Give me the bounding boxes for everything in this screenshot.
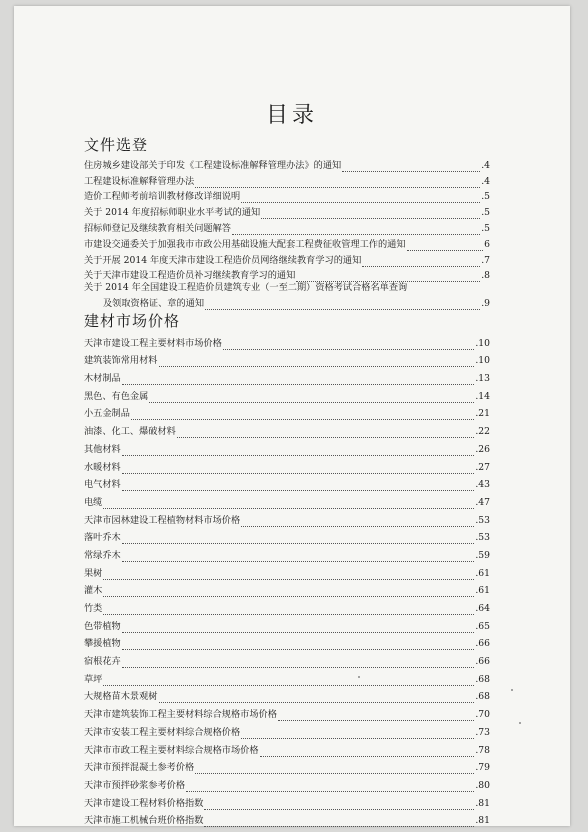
toc-entry: [84, 474, 490, 492]
toc-page-number: .59: [475, 549, 490, 561]
dot-leader: [204, 800, 474, 810]
dot-leader: [122, 623, 475, 633]
toc-page-number: .27: [475, 461, 490, 473]
toc-entry: [84, 267, 490, 283]
toc-page-number: .10: [475, 337, 490, 349]
toc-page-number: .65: [475, 620, 490, 632]
toc-page-number: .26: [475, 443, 490, 455]
toc-page-number: .61: [475, 567, 490, 579]
toc-page-number: 6: [484, 238, 490, 250]
toc-entry-title: 天津市施工机械台班价格指数: [84, 815, 204, 827]
toc-page-number: .47: [475, 496, 490, 508]
toc-entry-title: 天津市预拌混凝土参考价格: [84, 762, 195, 774]
dot-leader: [122, 552, 475, 562]
toc-entry: [84, 350, 490, 368]
toc-entry: [84, 219, 490, 235]
toc-page-number: .80: [475, 779, 490, 791]
toc-entry-title: 天津市建设工程主要材料市场价格: [84, 337, 222, 349]
toc-page-number: .66: [475, 656, 490, 668]
dot-leader: [195, 764, 474, 774]
page-title: 目录: [265, 103, 318, 128]
toc-entry-title: 竹类: [84, 603, 103, 614]
dot-leader: [241, 517, 474, 527]
toc-entry: [84, 332, 490, 350]
scan-speck: [519, 722, 521, 724]
dot-leader: [204, 817, 474, 827]
document-page: [14, 6, 570, 826]
toc-entry: [84, 456, 490, 474]
toc-page-number: .64: [475, 603, 490, 614]
toc-page-number: .4: [481, 175, 490, 187]
dot-leader: [103, 676, 474, 686]
toc-page-number: .53: [475, 514, 490, 526]
toc-documents: [84, 156, 490, 310]
toc-entry-title: 关于天津市建设工程造价员补习继续教育学习的通知: [84, 270, 296, 282]
toc-entry-title: 其他材料: [84, 443, 121, 455]
toc-entry: [84, 774, 490, 792]
dot-leader: [223, 340, 475, 350]
toc-page-number: .7: [481, 254, 490, 266]
dot-leader: [177, 428, 475, 438]
toc-entry: [84, 188, 490, 204]
section-heading-market-prices: 建材市场价格: [84, 312, 181, 330]
toc-page-number: .78: [475, 744, 490, 756]
toc-entry-title: 天津市预拌砂浆参考价格: [84, 779, 186, 791]
toc-page-number: .43: [475, 479, 490, 491]
dot-leader: [131, 410, 474, 420]
toc-page-number: .68: [475, 673, 490, 685]
toc-entry-title: 草坪: [84, 673, 103, 685]
toc-entry-title: 宿根花卉: [84, 656, 121, 668]
dot-leader: [103, 605, 474, 615]
dot-leader: [122, 446, 475, 456]
toc-entry: [84, 615, 490, 633]
toc-entry-title: 水暖材料: [84, 461, 121, 473]
toc-entry: [84, 509, 490, 527]
toc-entry-continuation: [84, 294, 490, 310]
toc-entry: [84, 580, 490, 598]
toc-page-number: .66: [475, 638, 490, 650]
section-heading-documents: 文件选登: [84, 136, 149, 154]
toc-entry-title: 小五金制品: [84, 408, 130, 420]
dot-leader: [103, 587, 474, 597]
dot-leader: [260, 747, 475, 757]
toc-entry-title: 天津市园林建设工程植物材料市场价格: [84, 514, 241, 526]
dot-leader: [122, 640, 475, 650]
dot-leader: [122, 534, 475, 544]
dot-leader: [241, 729, 474, 739]
toc-page-number: .22: [475, 426, 490, 438]
toc-entry: [84, 235, 490, 251]
dot-leader: [122, 464, 475, 474]
dot-leader: [232, 225, 480, 235]
dot-leader: [342, 162, 480, 172]
toc-page-number: .5: [481, 191, 490, 203]
toc-page-number: .5: [481, 222, 490, 234]
toc-entry-title: 招标师登记及继续教育相关问题解答: [84, 222, 231, 234]
toc-entry-title: 天津市建筑装饰工程主要材料综合规格市场价格: [84, 709, 277, 721]
toc-entry-title: 建筑装饰常用材料: [84, 355, 158, 367]
dot-leader: [159, 357, 475, 367]
toc-entry: [84, 527, 490, 545]
toc-entry: [84, 757, 490, 775]
toc-entry: [84, 562, 490, 580]
toc-page-number: .61: [475, 585, 490, 597]
toc-entry-title: 天津市安装工程主要材料综合规格价格: [84, 726, 241, 738]
dot-leader: [205, 300, 480, 310]
toc-entry-title: 黑色、有色金属: [84, 390, 149, 402]
dot-leader: [149, 393, 474, 403]
toc-entry: [84, 544, 490, 562]
toc-page-number: .73: [475, 726, 490, 738]
toc-entry-title: 常绿乔木: [84, 549, 121, 561]
dot-leader: [122, 481, 475, 491]
dot-leader: [122, 658, 475, 668]
scan-speck: [358, 676, 360, 678]
toc-entry-title: 色带植物: [84, 620, 121, 632]
toc-entry: [84, 403, 490, 421]
dot-leader: [296, 272, 480, 282]
toc-entry-title: 电气材料: [84, 479, 121, 491]
toc-entry-title: 关于 2014 年度招标师职业水平考试的通知: [84, 207, 261, 219]
toc-market-prices: [84, 332, 490, 827]
toc-page-number: .14: [475, 390, 490, 402]
toc-page-number: .81: [475, 815, 490, 827]
toc-entry: [84, 668, 490, 686]
toc-entry-title: 攀援植物: [84, 638, 121, 650]
toc-entry-title: 关于开展 2014 年度天津市建设工程造价员网络继续教育学习的通知: [84, 254, 362, 266]
toc-page-number: .79: [475, 762, 490, 774]
toc-entry: [84, 810, 490, 828]
toc-page-number: .53: [475, 532, 490, 544]
toc-entry-title: 大规格苗木景观树: [84, 691, 158, 703]
toc-page-number: .81: [475, 797, 490, 809]
dot-leader: [186, 782, 474, 792]
toc-entry-title: 关于 2014 年全国建设工程造价员建筑专业（一至二期）资格考试合格名单查询: [84, 282, 408, 294]
toc-page-number: .21: [475, 408, 490, 420]
toc-entry-title: 住房城乡建设部关于印发《工程建设标准解释管理办法》的通知: [84, 159, 342, 171]
toc-entry: [84, 597, 490, 615]
toc-entry: [84, 633, 490, 651]
dot-leader: [278, 711, 474, 721]
toc-entry: [84, 156, 490, 172]
toc-entry: [84, 721, 490, 739]
toc-page-number: .10: [475, 355, 490, 367]
toc-entry: [84, 282, 490, 294]
dot-leader: [241, 193, 480, 203]
toc-entry: [84, 703, 490, 721]
toc-entry-title: 天津市市政工程主要材料综合规格市场价格: [84, 744, 259, 756]
toc-entry: [84, 650, 490, 668]
toc-entry: [84, 686, 490, 704]
toc-entry: [84, 491, 490, 509]
toc-entry-title: 造价工程师考前培训教材修改详细说明: [84, 191, 241, 203]
toc-entry-title: 市建设交通委关于加强我市市政公用基础设施大配套工程费征收管理工作的通知: [84, 238, 406, 250]
toc-entry: [84, 251, 490, 267]
dot-leader: [103, 499, 474, 509]
dot-leader: [122, 375, 475, 385]
toc-entry-title: 电缆: [84, 496, 103, 508]
dot-leader: [103, 570, 474, 580]
toc-page-number: .68: [475, 691, 490, 703]
toc-page-number: .4: [481, 159, 490, 171]
toc-entry: [84, 385, 490, 403]
dot-leader: [407, 241, 484, 251]
dot-leader: [195, 178, 480, 188]
scan-speck: [511, 689, 513, 691]
toc-entry: [84, 203, 490, 219]
toc-entry: [84, 367, 490, 385]
dot-leader: [159, 693, 475, 703]
toc-entry: [84, 420, 490, 438]
toc-entry-title: 油漆、化工、爆破材料: [84, 426, 176, 438]
toc-entry-title-continuation: 及领取资格证、章的通知: [103, 298, 205, 310]
dot-leader: [261, 209, 480, 219]
toc-entry-title: 工程建设标准解释管理办法: [84, 175, 195, 187]
toc-entry-title: 果树: [84, 567, 103, 579]
toc-page-number: .13: [475, 373, 490, 385]
toc-entry-title: 灌木: [84, 585, 103, 597]
toc-entry: [84, 438, 490, 456]
toc-entry: [84, 739, 490, 757]
toc-entry: [84, 792, 490, 810]
toc-page-number: .5: [481, 207, 490, 219]
toc-page-number: .70: [475, 709, 490, 721]
dot-leader: [362, 257, 480, 267]
toc-page-number: .9: [481, 298, 490, 310]
toc-entry-title: 落叶乔木: [84, 532, 121, 544]
toc-entry-title: 木材制品: [84, 373, 121, 385]
toc-page-number: .8: [481, 270, 490, 282]
toc-entry: [84, 172, 490, 188]
toc-entry-title: 天津市建设工程材料价格指数: [84, 797, 204, 809]
